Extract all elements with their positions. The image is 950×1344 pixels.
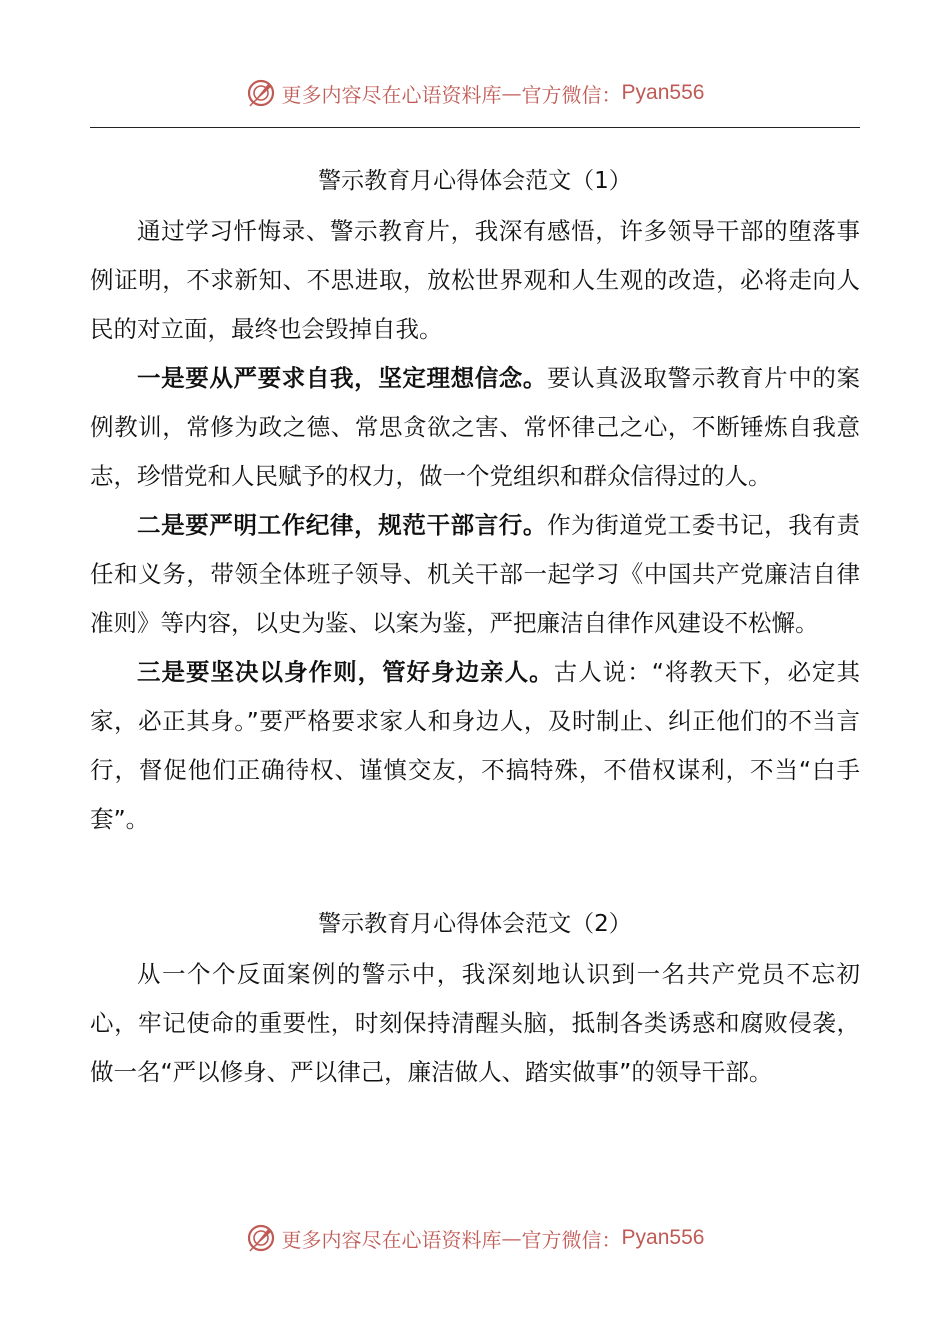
section-spacer: [90, 844, 860, 898]
article-2-intro: 从一个个反面案例的警示中，我深刻地认识到一名共产党员不忘初心，牢记使命的重要性，时刻保持清醒头脑，抵制各类诱惑和腐败侵袭，做一名“严以修身、严以律己，廉洁做人、踏实做事”的领导干部。: [90, 960, 860, 1086]
quill-logo-icon: [246, 1223, 276, 1253]
article-2-title: 警示教育月心得体会范文（2）: [318, 911, 632, 937]
point-3-lead: 三是要坚决以身作则，管好身边亲人。: [137, 658, 554, 686]
header-divider: [90, 127, 860, 128]
header-wechat-label: 官方微信：: [521, 82, 622, 107]
header-wechat-id: Pyan556: [621, 81, 705, 104]
article-1-intro: 通过学习忏悔录、警示教育片，我深有感悟，许多领导干部的堕落事例证明，不求新知、不思进取，放松世界观和人生观的改造，必将走向人民的对立面，最终也会毁掉自我。: [90, 217, 860, 343]
article-1-point-1: [90, 354, 860, 501]
document-body: [90, 155, 860, 1097]
footer-separator: —: [501, 1226, 522, 1250]
point-3-body: 古人说：“将教天下，必定其家，必正其身。”要严格要求家人和身边人，及时制止、纠正他们的不当言行，督促他们正确待权、谨慎交友，不搞特殊，不借权谋利，不当“白手套”。: [90, 658, 860, 833]
footer-wechat-label: 官方微信：: [521, 1227, 622, 1252]
header-banner: [0, 73, 950, 113]
article-1-title: 警示教育月心得体会范文（1）: [318, 168, 632, 194]
point-1-lead: 一是要从严要求自我，坚定理想信念。: [137, 364, 548, 392]
point-2-lead: 二是要严明工作纪律，规范干部言行。: [137, 511, 548, 539]
footer-brand-text: 更多内容尽在心语资料库: [281, 1227, 502, 1252]
article-1-point-2: [90, 501, 860, 648]
header-brand-text: 更多内容尽在心语资料库: [281, 82, 502, 107]
footer-banner: [0, 1218, 950, 1258]
quill-logo-icon: [246, 78, 276, 108]
point-2-body: 作为街道党工委书记，我有责任和义务，带领全体班子领导、机关干部一起学习《中国共产党廉洁自律准则》等内容，以史为鉴、以案为鉴，严把廉洁自律作风建设不松懈。: [90, 511, 861, 637]
article-1-point-3: [90, 648, 860, 844]
point-1-body: 要认真汲取警示教育片中的案例教训，常修为政之德、常思贪欲之害、常怀律己之心，不断锤炼自我意志，珍惜党和人民赋予的权力，做一个党组织和群众信得过的人。: [90, 364, 861, 490]
header-separator: —: [501, 81, 522, 105]
footer-wechat-id: Pyan556: [621, 1226, 705, 1249]
